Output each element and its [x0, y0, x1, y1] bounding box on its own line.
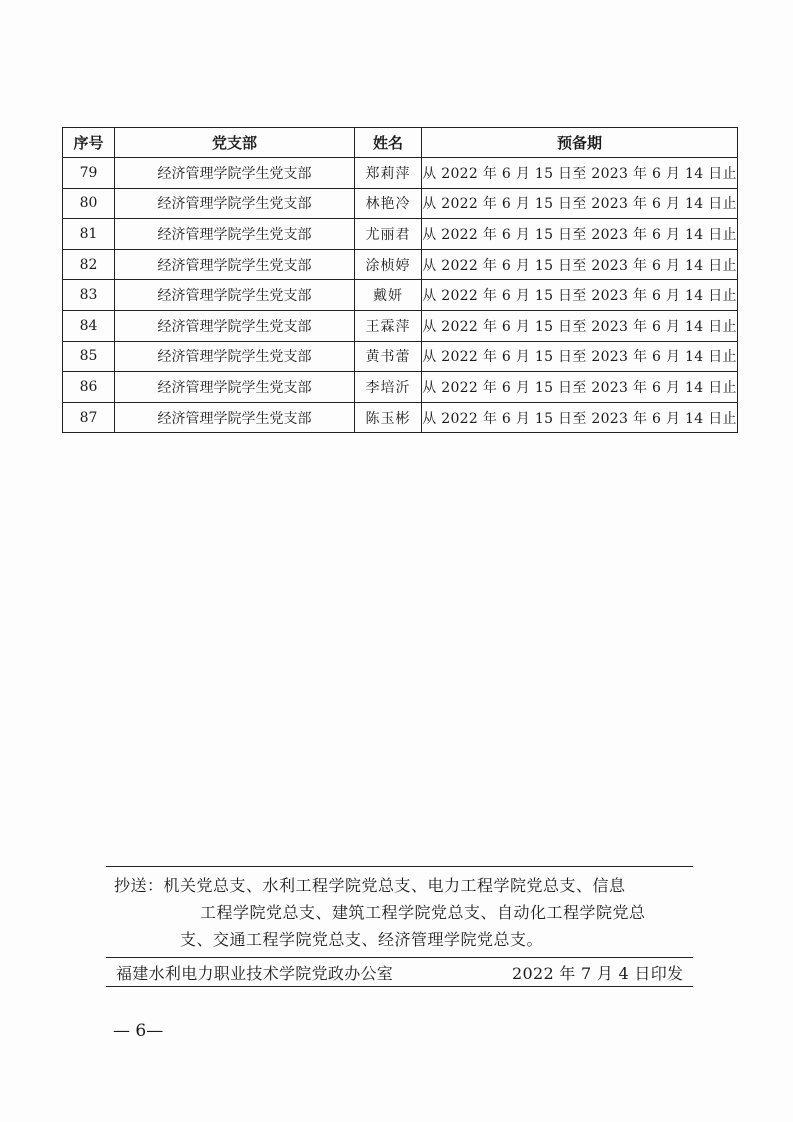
cell-period: 从 2022 年 6 月 15 日至 2023 年 6 月 14 日止	[422, 372, 738, 403]
cell-name: 郑莉萍	[355, 158, 422, 189]
cell-period: 从 2022 年 6 月 15 日至 2023 年 6 月 14 日止	[422, 219, 738, 250]
header-branch: 党支部	[115, 128, 355, 158]
issuing-office: 福建水利电力职业技术学院党政办公室	[116, 964, 394, 983]
cc-line: 抄送：机关党总支、水利工程学院党总支、电力工程学院党总支、信息	[114, 876, 626, 895]
cell-seq: 87	[63, 402, 115, 433]
header-name: 姓名	[355, 128, 422, 158]
cell-period: 从 2022 年 6 月 15 日至 2023 年 6 月 14 日止	[422, 188, 738, 219]
cell-period: 从 2022 年 6 月 15 日至 2023 年 6 月 14 日止	[422, 341, 738, 372]
table-row	[63, 372, 738, 403]
cc-line: 工程学院党总支、建筑工程学院党总支、自动化工程学院党总	[200, 903, 646, 922]
issue-date: 2022 年 7 月 4 日印发	[512, 964, 684, 983]
cell-branch: 经济管理学院学生党支部	[115, 280, 355, 311]
table-row	[63, 310, 738, 341]
cell-name: 涂桢婷	[355, 249, 422, 280]
cell-period: 从 2022 年 6 月 15 日至 2023 年 6 月 14 日止	[422, 310, 738, 341]
cell-name: 尤丽君	[355, 219, 422, 250]
cell-seq: 79	[63, 158, 115, 189]
cell-seq: 85	[63, 341, 115, 372]
cell-name: 戴妍	[355, 280, 422, 311]
cell-branch: 经济管理学院学生党支部	[115, 219, 355, 250]
cell-seq: 82	[63, 249, 115, 280]
cell-seq: 86	[63, 372, 115, 403]
cell-period: 从 2022 年 6 月 15 日至 2023 年 6 月 14 日止	[422, 280, 738, 311]
page-number: — 6—	[113, 1021, 164, 1041]
table-header-row	[63, 128, 738, 158]
cell-seq: 84	[63, 310, 115, 341]
cell-branch: 经济管理学院学生党支部	[115, 249, 355, 280]
header-seq: 序号	[63, 128, 115, 158]
cell-name: 李培沂	[355, 372, 422, 403]
footer-middle-rule	[106, 957, 693, 958]
footer-top-rule	[106, 866, 693, 867]
table-row	[63, 341, 738, 372]
cell-branch: 经济管理学院学生党支部	[115, 158, 355, 189]
footer-bottom-rule	[106, 986, 693, 987]
cell-seq: 81	[63, 219, 115, 250]
table-row	[63, 280, 738, 311]
probation-table	[62, 127, 738, 433]
cell-name: 王霖萍	[355, 310, 422, 341]
cell-branch: 经济管理学院学生党支部	[115, 310, 355, 341]
cell-branch: 经济管理学院学生党支部	[115, 402, 355, 433]
table-row	[63, 402, 738, 433]
cc-line: 支、交通工程学院党总支、经济管理学院党总支。	[180, 930, 544, 949]
table-row	[63, 188, 738, 219]
table-row	[63, 158, 738, 189]
cell-name: 陈玉彬	[355, 402, 422, 433]
cell-period: 从 2022 年 6 月 15 日至 2023 年 6 月 14 日止	[422, 158, 738, 189]
cell-period: 从 2022 年 6 月 15 日至 2023 年 6 月 14 日止	[422, 249, 738, 280]
cell-seq: 83	[63, 280, 115, 311]
table-row	[63, 249, 738, 280]
cell-period: 从 2022 年 6 月 15 日至 2023 年 6 月 14 日止	[422, 402, 738, 433]
cell-name: 黄书蕾	[355, 341, 422, 372]
cell-branch: 经济管理学院学生党支部	[115, 341, 355, 372]
cell-seq: 80	[63, 188, 115, 219]
cell-name: 林艳冷	[355, 188, 422, 219]
header-period: 预备期	[422, 128, 738, 158]
table-row	[63, 219, 738, 250]
cell-branch: 经济管理学院学生党支部	[115, 372, 355, 403]
cell-branch: 经济管理学院学生党支部	[115, 188, 355, 219]
